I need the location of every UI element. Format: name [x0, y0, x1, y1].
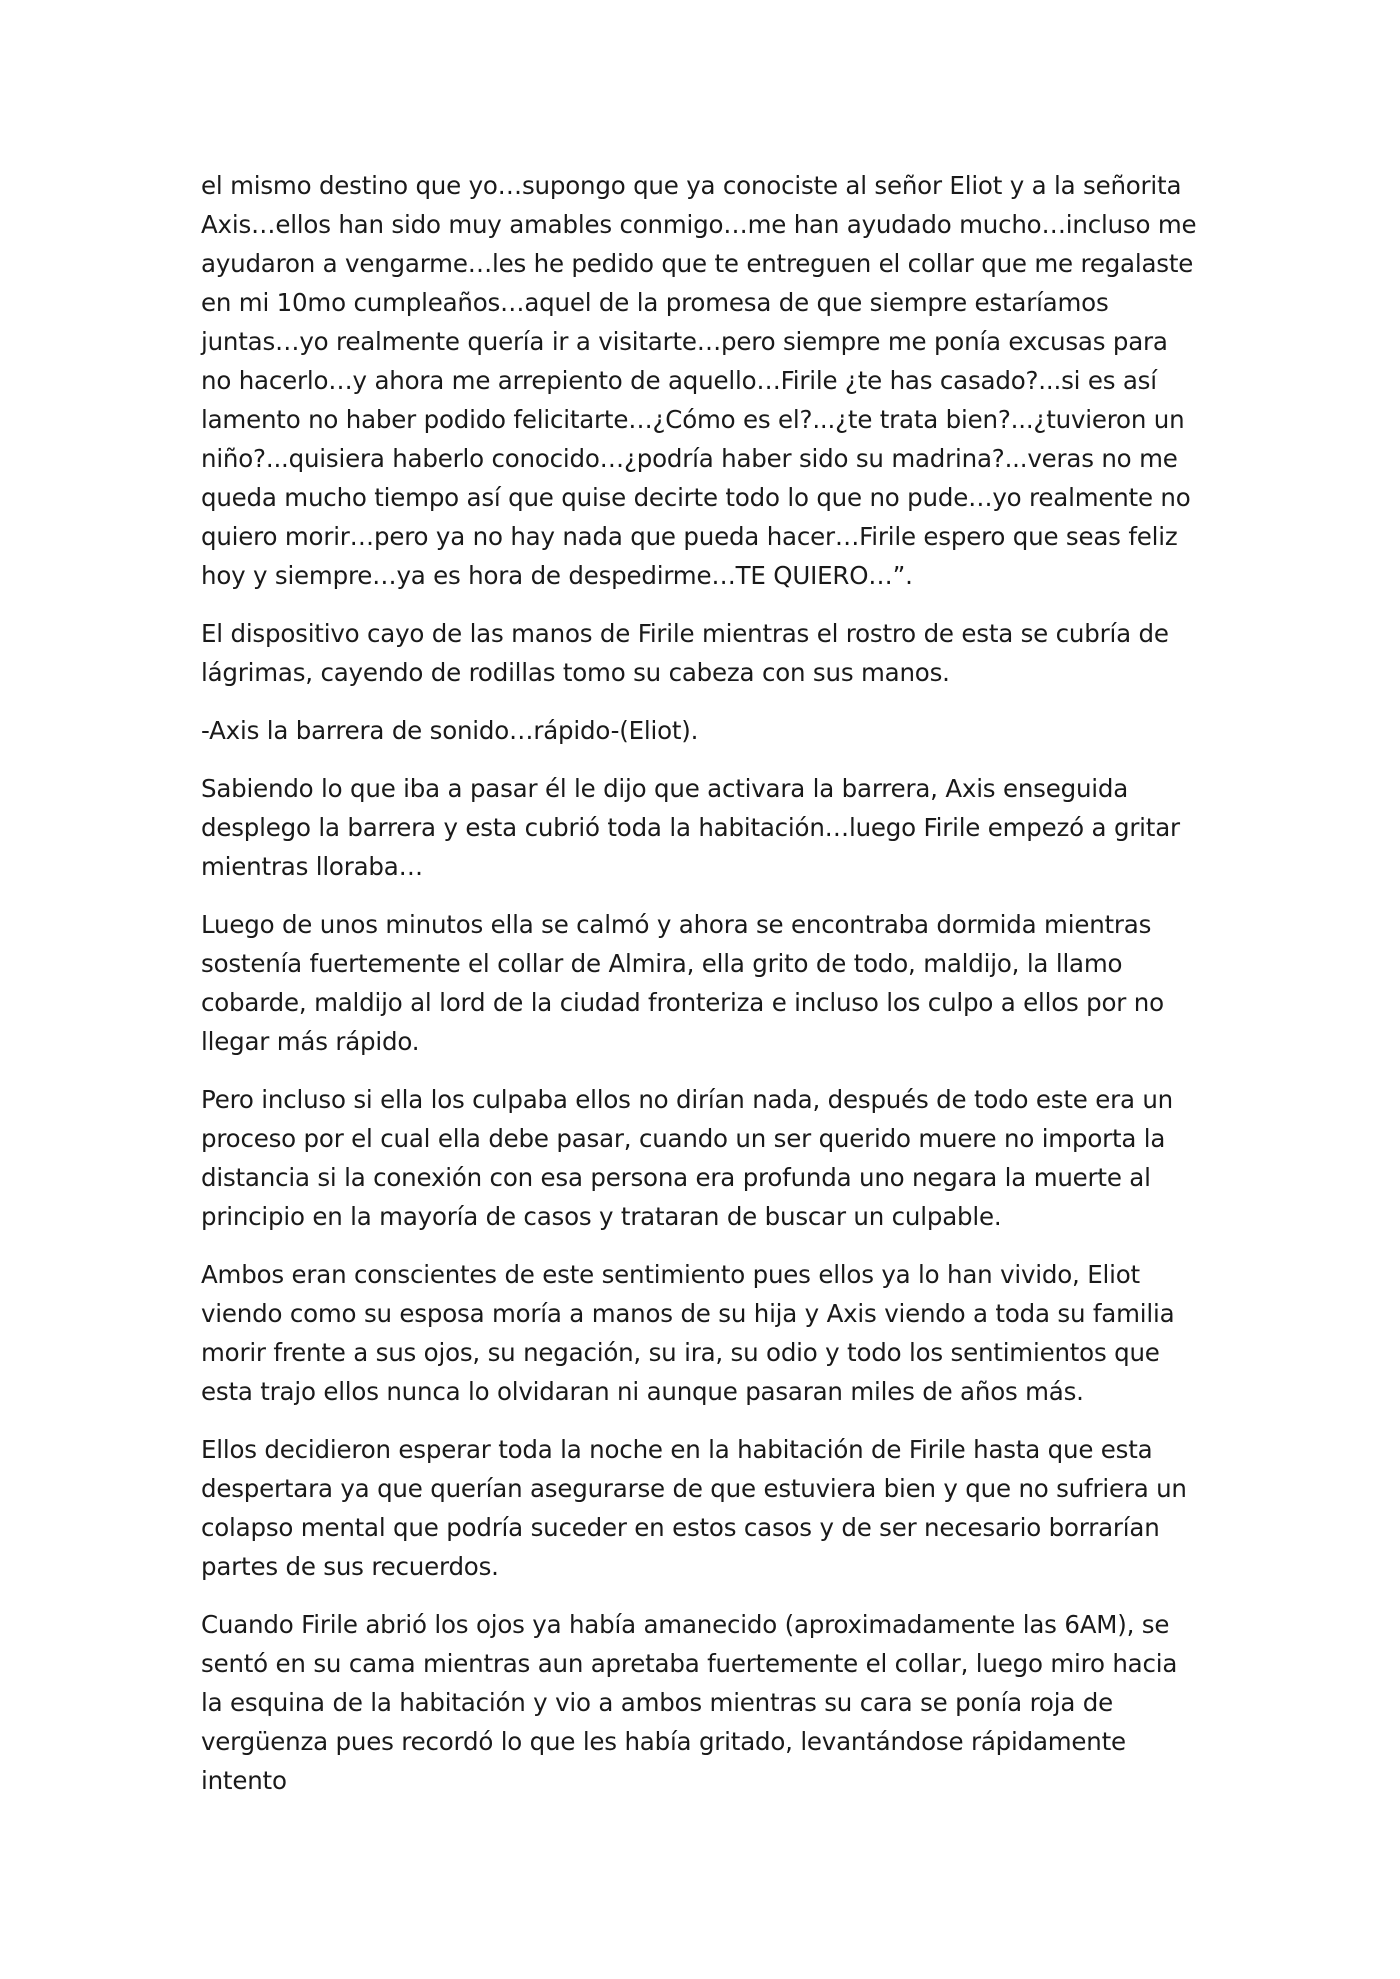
paragraph-4: Sabiendo lo que iba a pasar él le dijo que activara la barrera, Axis enseguida desplego la barrera y esta cubrió toda la habitación…luego Firile empezó a gritar mientras lloraba…	[201, 774, 1180, 881]
document-body	[201, 166, 1201, 1819]
paragraph-3: -Axis la barrera de sonido…rápido-(Eliot).	[201, 716, 699, 745]
paragraph-6: Pero incluso si ella los culpaba ellos no dirían nada, después de todo este era un proceso por el cual ella debe pasar, cuando un ser querido muere no importa la distancia si la conexión con esa persona era profunda uno negara la muerte al principio en la mayoría de casos y trataran de buscar un culpable.	[201, 1085, 1174, 1231]
paragraph-1: el mismo destino que yo…supongo que ya conociste al señor Eliot y a la señorita Axis…ellos han sido muy amables conmigo…me han ayudado mucho…incluso me ayudaron a vengarme…les he pedido que te entreguen el collar que me regalaste en mi 10mo cumpleaños…aquel de la promesa de que siempre estaríamos juntas…yo realmente quería ir a visitarte…pero siempre me ponía excusas para no hacerlo…y ahora me arrepiento de aquello…Firile ¿te has casado?...si es así lamento no haber podido felicitarte…¿Cómo es el?...¿te trata bien?...¿tuvieron un niño?...quisiera haberlo conocido…¿podría haber sido su madrina?...veras no me queda mucho tiempo así que quise decirte todo lo que no pude…yo realmente no quiero morir…pero ya no hay nada que pueda hacer…Firile espero que seas feliz hoy y siempre…ya es hora de despedirme…TE QUIERO…”.	[201, 171, 1197, 590]
paragraph-5: Luego de unos minutos ella se calmó y ahora se encontraba dormida mientras sostenía fuertemente el collar de Almira, ella grito de todo, maldijo, la llamo cobarde, maldijo al lord de la ciudad fronteriza e incluso los culpo a ellos por no llegar más rápido.	[201, 910, 1164, 1056]
paragraph-9: Cuando Firile abrió los ojos ya había amanecido (aproximadamente las 6AM), se sentó en su cama mientras aun apretaba fuertemente el collar, luego miro hacia la esquina de la habitación y vio a ambos mientras su cara se ponía roja de vergüenza pues recordó lo que les había gritado, levantándose rápidamente intento	[201, 1610, 1178, 1795]
paragraph-7: Ambos eran conscientes de este sentimiento pues ellos ya lo han vivido, Eliot viendo como su esposa moría a manos de su hija y Axis viendo a toda su familia morir frente a sus ojos, su negación, su ira, su odio y todo los sentimientos que esta trajo ellos nunca lo olvidaran ni aunque pasaran miles de años más.	[201, 1260, 1175, 1406]
paragraph-2: El dispositivo cayo de las manos de Firile mientras el rostro de esta se cubría de lágrimas, cayendo de rodillas tomo su cabeza con sus manos.	[201, 619, 1169, 687]
paragraph-8: Ellos decidieron esperar toda la noche en la habitación de Firile hasta que esta despertara ya que querían asegurarse de que estuviera bien y que no sufriera un colapso mental que podría suceder en estos casos y de ser necesario borrarían partes de sus recuerdos.	[201, 1435, 1187, 1581]
